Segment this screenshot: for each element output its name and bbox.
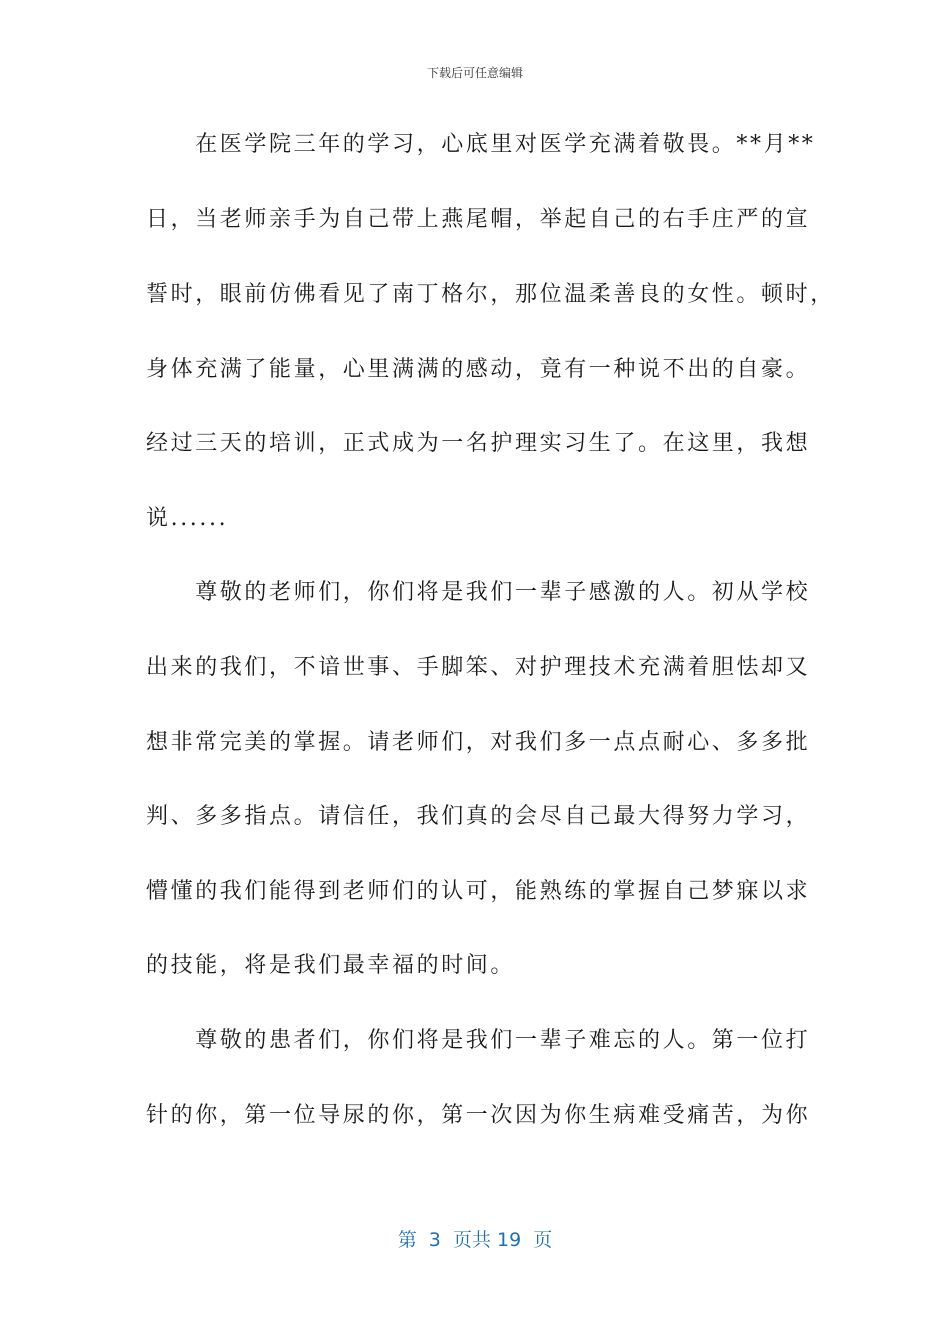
paragraph-2-line-4: 判、多多指点。请信任，我们真的会尽自己最大得努力学习， xyxy=(146,804,811,829)
paragraph-3-line-1: 尊敬的患者们，你们将是我们一辈子难忘的人。第一位打 xyxy=(146,1028,811,1053)
paragraph-1-line-1: 在医学院三年的学习，心底里对医学充满着敬畏。**月** xyxy=(146,132,816,157)
paragraph-1-line-3: 誓时，眼前仿佛看见了南丁格尔，那位温柔善良的女性。顿时， xyxy=(146,282,835,307)
page-number-footer: 第 3 页共 19 页 xyxy=(397,1229,553,1251)
paragraph-3-line-2: 针的你，第一位导尿的你，第一次因为你生病难受痛苦，为你 xyxy=(146,1103,811,1128)
paragraph-2-line-2: 出来的我们，不谙世事、手脚笨、对护理技术充满着胆怯却又 xyxy=(146,655,811,680)
paragraph-2-line-6: 的技能，将是我们最幸福的时间。 xyxy=(146,953,516,978)
paragraph-1-line-4: 身体充满了能量，心里满满的感动，竟有一种说不出的自豪。 xyxy=(146,357,811,382)
paragraph-1-line-6: 说...... xyxy=(146,506,229,531)
paragraph-2-line-5: 懵懂的我们能得到老师们的认可，能熟练的掌握自己梦寐以求 xyxy=(146,879,811,904)
paragraph-1-line-5: 经过三天的培训，正式成为一名护理实习生了。在这里，我想 xyxy=(146,431,811,456)
paragraph-2-line-1: 尊敬的老师们，你们将是我们一辈子感激的人。初从学校 xyxy=(146,580,811,605)
page-header: 下载后可任意编辑 xyxy=(426,66,523,80)
paragraph-2-line-3: 想非常完美的掌握。请老师们，对我们多一点点耐心、多多批 xyxy=(146,730,811,755)
paragraph-1-line-2: 日，当老师亲手为自己带上燕尾帽，举起自己的右手庄严的宣 xyxy=(146,207,811,232)
